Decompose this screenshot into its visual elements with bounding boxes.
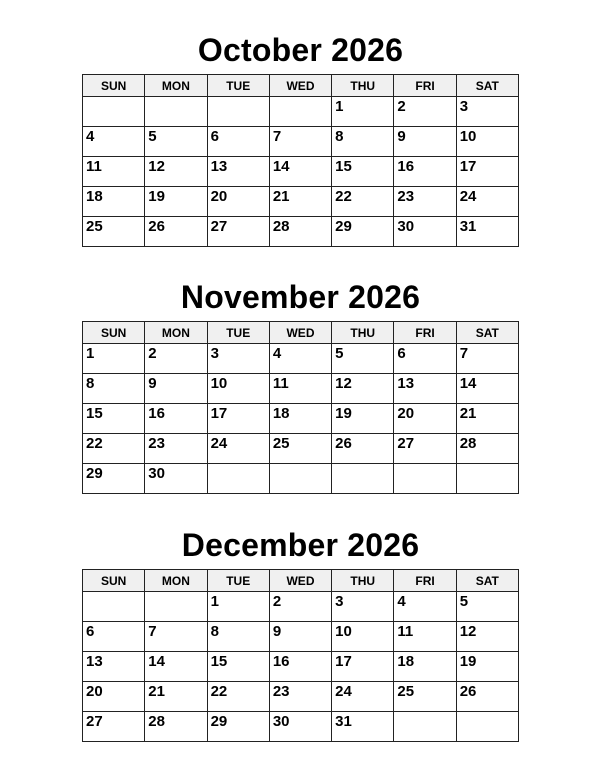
week-row (83, 127, 519, 157)
weekday-label: FRI (394, 322, 456, 344)
day-cell (456, 592, 518, 622)
day-number: 13 (210, 158, 228, 175)
day-cell (207, 127, 269, 157)
day-number: 2 (397, 98, 406, 115)
day-number (270, 97, 331, 99)
weekday-header-row (83, 75, 519, 97)
day-cell (269, 127, 331, 157)
day-cell (83, 464, 145, 494)
day-number: 10 (335, 623, 352, 640)
day-number: 1 (210, 593, 219, 610)
day-number: 4 (86, 128, 95, 145)
day-number: 16 (272, 653, 290, 670)
day-number: 19 (148, 188, 165, 205)
calendar-grid (82, 321, 519, 494)
day-cell (145, 217, 207, 247)
day-number: 12 (335, 375, 352, 392)
weekday-label: TUE (207, 75, 269, 97)
week-row (83, 157, 519, 187)
day-cell (394, 652, 456, 682)
day-cell (394, 217, 456, 247)
day-number: 11 (397, 623, 414, 640)
day-cell (83, 374, 145, 404)
day-number (208, 464, 269, 466)
day-number: 26 (335, 435, 352, 452)
day-cell (83, 652, 145, 682)
day-cell (456, 97, 518, 127)
day-number: 1 (86, 345, 95, 362)
day-cell (456, 434, 518, 464)
day-cell (332, 592, 394, 622)
day-cell (83, 622, 145, 652)
weekday-header-row (83, 322, 519, 344)
day-cell (269, 217, 331, 247)
day-cell (83, 682, 145, 712)
weekday-label: SAT (456, 75, 518, 97)
calendar-grid (82, 569, 519, 742)
day-cell (207, 464, 269, 494)
day-cell (332, 217, 394, 247)
day-cell (269, 97, 331, 127)
day-number: 30 (272, 713, 290, 730)
day-number: 28 (148, 713, 165, 730)
day-cell (83, 127, 145, 157)
day-number: 8 (210, 623, 219, 640)
weekday-label: SUN (83, 570, 145, 592)
day-number: 25 (272, 435, 290, 452)
day-number: 2 (272, 593, 282, 610)
day-cell (83, 187, 145, 217)
day-cell (394, 404, 456, 434)
day-number: 6 (210, 128, 219, 145)
week-row (83, 217, 519, 247)
day-cell (456, 187, 518, 217)
day-cell (207, 217, 269, 247)
day-cell (269, 652, 331, 682)
week-row (83, 464, 519, 494)
day-number (83, 97, 144, 99)
day-number: 10 (210, 375, 228, 392)
week-row (83, 712, 519, 742)
day-number (145, 97, 206, 99)
day-cell (83, 592, 145, 622)
day-cell (394, 712, 456, 742)
day-number: 31 (335, 713, 352, 730)
day-number: 30 (397, 218, 415, 235)
day-number: 8 (86, 375, 95, 392)
day-number: 18 (272, 405, 290, 422)
day-cell (207, 404, 269, 434)
weekday-label: FRI (394, 75, 456, 97)
day-cell (332, 434, 394, 464)
day-number: 23 (397, 188, 415, 205)
weekday-label: MON (145, 75, 207, 97)
day-number: 13 (397, 375, 415, 392)
day-cell (145, 97, 207, 127)
day-number: 17 (459, 158, 477, 175)
day-cell (269, 434, 331, 464)
day-number: 12 (148, 158, 165, 175)
day-cell (269, 712, 331, 742)
day-number (270, 464, 331, 466)
day-cell (145, 622, 207, 652)
day-number: 13 (86, 653, 103, 670)
week-row (83, 434, 519, 464)
day-cell (145, 712, 207, 742)
day-cell (456, 127, 518, 157)
week-row (83, 622, 519, 652)
day-number: 15 (335, 158, 352, 175)
day-number: 4 (272, 345, 282, 362)
day-number: 7 (272, 128, 282, 145)
day-cell (145, 157, 207, 187)
day-cell (332, 157, 394, 187)
day-cell (394, 187, 456, 217)
weekday-label: FRI (394, 570, 456, 592)
day-number: 29 (86, 465, 103, 482)
weekday-label: MON (145, 570, 207, 592)
weekday-label: TUE (207, 570, 269, 592)
day-cell (145, 652, 207, 682)
day-number: 8 (335, 128, 344, 145)
day-number: 22 (210, 683, 228, 700)
day-number: 28 (272, 218, 290, 235)
day-number: 22 (335, 188, 352, 205)
day-cell (456, 404, 518, 434)
day-number: 15 (210, 653, 228, 670)
day-cell (456, 682, 518, 712)
day-number: 14 (272, 158, 290, 175)
day-cell (269, 187, 331, 217)
day-number: 20 (397, 405, 415, 422)
day-cell (394, 344, 456, 374)
day-number: 24 (335, 683, 352, 700)
day-number: 22 (86, 435, 103, 452)
day-cell (332, 374, 394, 404)
day-cell (207, 157, 269, 187)
day-number: 23 (272, 683, 290, 700)
day-cell (269, 344, 331, 374)
weekday-label: WED (269, 75, 331, 97)
day-number: 9 (272, 623, 282, 640)
day-cell (394, 127, 456, 157)
day-cell (332, 404, 394, 434)
day-cell (394, 97, 456, 127)
weekday-header-row (83, 570, 519, 592)
day-number: 17 (335, 653, 352, 670)
day-cell (456, 464, 518, 494)
day-cell (269, 592, 331, 622)
day-cell (332, 464, 394, 494)
day-number (332, 464, 393, 466)
day-number: 26 (148, 218, 165, 235)
weekday-label: MON (145, 322, 207, 344)
calendar-october (82, 30, 519, 247)
day-number: 10 (459, 128, 477, 145)
day-cell (394, 682, 456, 712)
day-cell (394, 464, 456, 494)
day-cell (332, 187, 394, 217)
day-number: 5 (459, 593, 469, 610)
day-number: 27 (210, 218, 228, 235)
weekday-label: TUE (207, 322, 269, 344)
day-cell (83, 344, 145, 374)
day-number: 18 (397, 653, 415, 670)
day-cell (269, 157, 331, 187)
weekday-label: WED (269, 570, 331, 592)
day-number: 4 (397, 593, 406, 610)
day-number (394, 464, 455, 466)
day-cell (456, 157, 518, 187)
day-cell (207, 374, 269, 404)
day-number (83, 592, 144, 594)
day-number: 15 (86, 405, 103, 422)
day-cell (269, 622, 331, 652)
day-number: 9 (148, 375, 157, 392)
week-row (83, 344, 519, 374)
day-cell (456, 622, 518, 652)
day-cell (83, 217, 145, 247)
weekday-label: THU (332, 75, 394, 97)
day-cell (207, 97, 269, 127)
day-cell (456, 712, 518, 742)
day-number: 9 (397, 128, 406, 145)
day-cell (207, 652, 269, 682)
day-number: 19 (459, 653, 477, 670)
day-number: 30 (148, 465, 165, 482)
day-number: 25 (86, 218, 103, 235)
day-number: 6 (86, 623, 95, 640)
day-number: 29 (210, 713, 228, 730)
day-cell (394, 434, 456, 464)
day-cell (207, 187, 269, 217)
day-cell (83, 434, 145, 464)
day-cell (269, 682, 331, 712)
day-cell (269, 464, 331, 494)
day-cell (145, 464, 207, 494)
day-cell (456, 217, 518, 247)
day-number: 12 (459, 623, 477, 640)
day-cell (332, 622, 394, 652)
day-number: 27 (86, 713, 103, 730)
day-number: 5 (148, 128, 157, 145)
day-cell (207, 712, 269, 742)
weekday-label: SUN (83, 322, 145, 344)
calendar-december (82, 525, 519, 742)
day-number: 21 (148, 683, 165, 700)
weekday-label: THU (332, 570, 394, 592)
day-number: 27 (397, 435, 415, 452)
day-cell (145, 187, 207, 217)
day-number: 11 (272, 375, 289, 392)
calendar-grid (82, 74, 519, 247)
day-number: 21 (459, 405, 477, 422)
day-cell (332, 97, 394, 127)
day-number: 1 (335, 98, 344, 115)
week-row (83, 652, 519, 682)
day-cell (207, 622, 269, 652)
day-number: 29 (335, 218, 352, 235)
day-cell (145, 682, 207, 712)
calendar-november (82, 277, 519, 494)
day-cell (145, 344, 207, 374)
day-cell (269, 404, 331, 434)
day-cell (207, 434, 269, 464)
day-number (457, 712, 518, 714)
day-cell (394, 592, 456, 622)
week-row (83, 97, 519, 127)
day-number: 7 (148, 623, 157, 640)
day-cell (207, 682, 269, 712)
day-number: 19 (335, 405, 352, 422)
week-row (83, 374, 519, 404)
day-number: 18 (86, 188, 103, 205)
day-number: 20 (86, 683, 103, 700)
day-number: 23 (148, 435, 165, 452)
day-cell (332, 712, 394, 742)
day-cell (145, 434, 207, 464)
day-number (394, 712, 455, 714)
month-title: December 2026 (181, 527, 420, 563)
day-number: 26 (459, 683, 477, 700)
day-number: 14 (148, 653, 165, 670)
week-row (83, 682, 519, 712)
day-cell (332, 652, 394, 682)
weekday-label: THU (332, 322, 394, 344)
day-cell (394, 622, 456, 652)
day-cell (456, 344, 518, 374)
day-cell (456, 652, 518, 682)
day-number: 21 (272, 188, 290, 205)
day-cell (83, 712, 145, 742)
day-number: 20 (210, 188, 228, 205)
day-number: 7 (459, 345, 469, 362)
day-cell (83, 157, 145, 187)
day-number: 11 (86, 158, 102, 175)
week-row (83, 404, 519, 434)
day-cell (332, 127, 394, 157)
day-number: 14 (459, 375, 477, 392)
weekday-label: SAT (456, 322, 518, 344)
day-number (457, 464, 518, 466)
day-number: 5 (335, 345, 344, 362)
day-cell (145, 404, 207, 434)
day-number: 28 (459, 435, 477, 452)
day-number: 3 (335, 593, 344, 610)
day-cell (207, 344, 269, 374)
weekday-label: WED (269, 322, 331, 344)
day-cell (456, 374, 518, 404)
weekday-label: SAT (456, 570, 518, 592)
day-number: 25 (397, 683, 415, 700)
day-number: 2 (148, 345, 157, 362)
day-cell (145, 592, 207, 622)
day-cell (332, 682, 394, 712)
day-number: 16 (148, 405, 165, 422)
day-cell (394, 374, 456, 404)
day-number: 16 (397, 158, 415, 175)
weekday-label: SUN (83, 75, 145, 97)
day-cell (83, 404, 145, 434)
week-row (83, 592, 519, 622)
day-cell (269, 374, 331, 404)
day-cell (207, 592, 269, 622)
day-cell (332, 344, 394, 374)
day-number: 17 (210, 405, 228, 422)
day-number (145, 592, 206, 594)
day-number: 3 (210, 345, 219, 362)
month-title: November 2026 (180, 279, 421, 315)
week-row (83, 187, 519, 217)
day-cell (145, 127, 207, 157)
day-number: 31 (459, 218, 477, 235)
month-title: October 2026 (197, 32, 404, 68)
day-number: 3 (459, 98, 469, 115)
day-number: 6 (397, 345, 406, 362)
day-cell (83, 97, 145, 127)
day-cell (145, 374, 207, 404)
day-cell (394, 157, 456, 187)
day-number: 24 (459, 188, 477, 205)
day-number: 24 (210, 435, 228, 452)
day-number (208, 97, 269, 99)
